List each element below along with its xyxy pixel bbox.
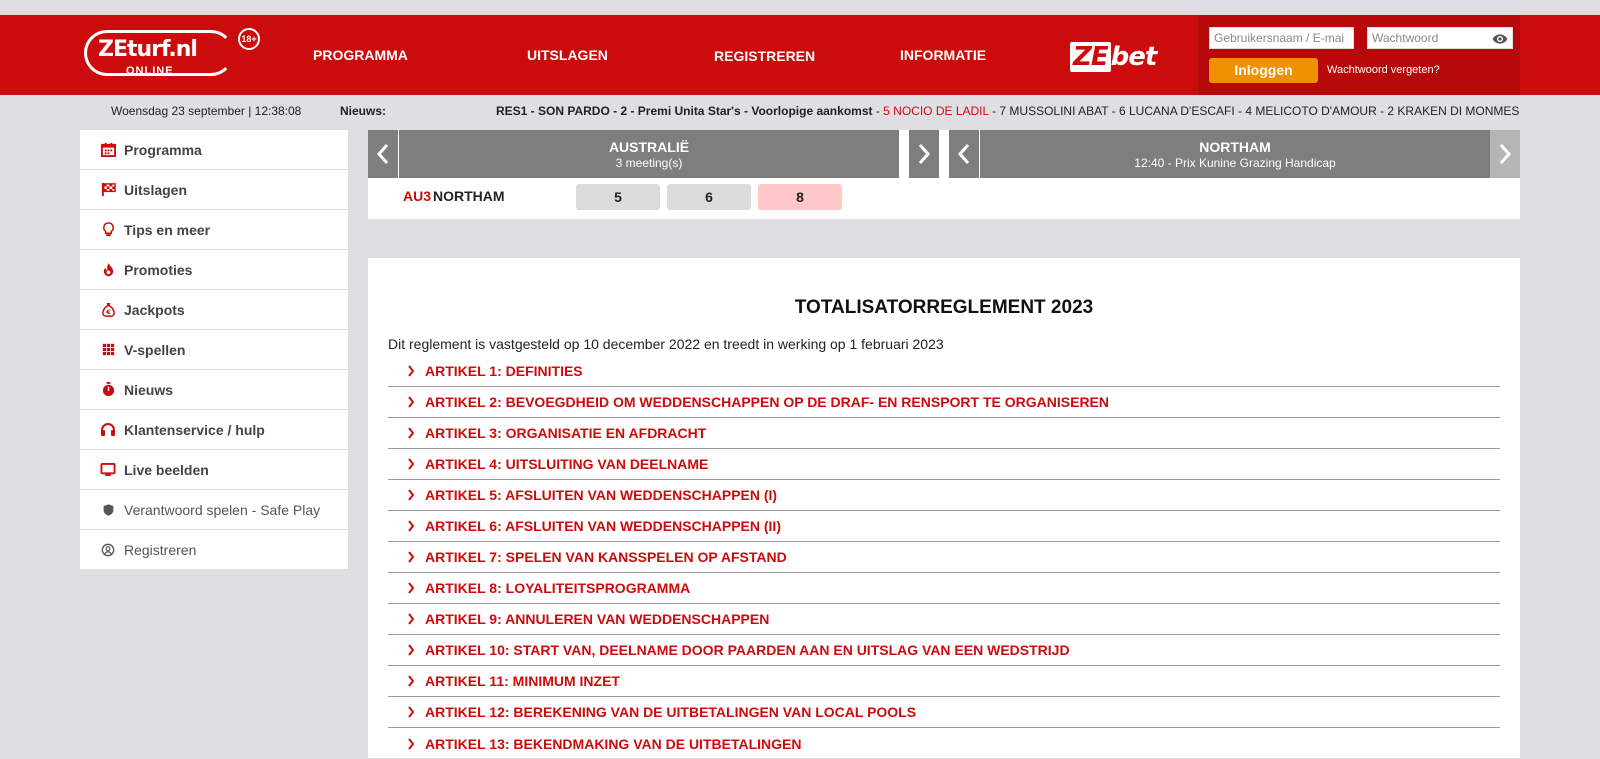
race-number-button-active[interactable]: 8 (758, 184, 842, 210)
article-title: ARTIKEL 9: ANNULEREN VAN WEDDENSCHAPPEN (425, 611, 770, 627)
current-datetime: Woensdag 23 september | 12:38:08 (111, 104, 302, 118)
chevron-right-icon (407, 396, 415, 408)
article-item[interactable] (388, 728, 1500, 759)
sidebar-item-nieuws[interactable] (80, 370, 348, 410)
article-title: ARTIKEL 10: START VAN, DEELNAME DOOR PAARDEN AAN EN UITSLAG VAN EEN WEDSTRIJD (425, 642, 1070, 658)
article-item[interactable] (388, 604, 1500, 635)
intro-text: Dit reglement is vastgesteld op 10 december 2022 en treedt in werking op 1 februari 2023 (388, 336, 944, 352)
article-title: ARTIKEL 5: AFSLUITEN VAN WEDDENSCHAPPEN (I) (425, 487, 778, 503)
chevron-right-icon (407, 365, 415, 377)
sidebar (80, 130, 348, 570)
race-info: 12:40 - Prix Kunine Grazing Handicap (1134, 156, 1336, 170)
chevron-right-icon (407, 458, 415, 470)
article-item[interactable] (388, 542, 1500, 573)
chevron-right-icon (407, 520, 415, 532)
zebet-logo[interactable] (1070, 42, 1156, 72)
chevron-right-icon (407, 706, 415, 718)
nav-informatie[interactable]: INFORMATIE (900, 47, 987, 63)
chevron-right-icon (407, 644, 415, 656)
chevron-right-icon (1498, 143, 1512, 165)
article-title: ARTIKEL 8: LOYALITEITSPROGRAMMA (425, 580, 691, 596)
top-strip (0, 0, 1600, 15)
user-circle-icon (100, 542, 116, 558)
chevron-left-icon (376, 143, 390, 165)
sidebar-item-label: Uitslagen (124, 181, 188, 198)
prev-country-button[interactable] (368, 130, 398, 178)
chevron-right-icon (917, 143, 931, 165)
sidebar-item-programma[interactable] (80, 130, 348, 170)
chevron-right-icon (407, 675, 415, 687)
article-title: ARTIKEL 1: DEFINITIES (425, 363, 583, 379)
article-item[interactable] (388, 635, 1500, 666)
checkered-flag-icon (100, 182, 116, 198)
monitor-icon (100, 462, 116, 478)
sidebar-item-label: Live beelden (124, 461, 209, 478)
next-country-button[interactable] (909, 130, 939, 178)
chevron-right-icon (407, 738, 415, 750)
password-input[interactable]: Wachtwoord (1367, 27, 1513, 49)
zeturf-logo[interactable] (84, 28, 257, 86)
money-bag-icon (100, 302, 116, 318)
sidebar-item-label: Verantwoord spelen - Safe Play (124, 501, 321, 518)
meeting-name: NORTHAM (433, 188, 505, 204)
article-item[interactable] (388, 356, 1500, 387)
login-button[interactable]: Inloggen (1209, 58, 1318, 83)
main-content (368, 258, 1520, 758)
race-number-button[interactable]: 5 (576, 184, 660, 210)
article-list (388, 356, 1500, 759)
ticker-rest: - 7 MUSSOLINI ABAT - 6 LUCANA D'ESCAFI - 4 MELICOTO D'AMOUR - 2 KRAKEN DI MONMES (988, 104, 1520, 118)
article-title: ARTIKEL 11: MINIMUM INZET (425, 673, 620, 689)
page-title: TOTALISATORREGLEMENT 2023 (794, 297, 1094, 318)
race-selector (368, 130, 1520, 219)
sidebar-item-tips[interactable] (80, 210, 348, 250)
news-label: Nieuws: (340, 104, 387, 118)
nav-registreren[interactable]: REGISTREREN (714, 48, 816, 64)
chevron-right-icon (407, 489, 415, 501)
nav-uitslagen[interactable]: UITSLAGEN (527, 47, 608, 63)
chevron-right-icon (407, 551, 415, 563)
sidebar-item-label: Programma (124, 141, 202, 158)
article-item[interactable] (388, 418, 1500, 449)
sidebar-item-promoties[interactable] (80, 250, 348, 290)
next-race-button[interactable] (1490, 130, 1520, 178)
sidebar-item-label: V-spellen (124, 341, 186, 358)
svg-text:€: € (105, 308, 111, 317)
article-item[interactable] (388, 697, 1500, 728)
article-title: ARTIKEL 2: BEVOEGDHEID OM WEDDENSCHAPPEN OP DE DRAF- EN RENSPORT TE ORGANISEREN (425, 394, 1109, 410)
article-title: ARTIKEL 7: SPELEN VAN KANSSPELEN OP AFSTAND (425, 549, 787, 565)
track-name: NORTHAM (1199, 139, 1271, 155)
country-header[interactable] (399, 130, 899, 178)
sidebar-item-jackpots[interactable] (80, 290, 348, 330)
sidebar-item-uitslagen[interactable] (80, 170, 348, 210)
lightbulb-icon (100, 222, 116, 238)
ticker-bold: RES1 - SON PARDO - 2 - Premi Unita Star's - Voorlopige aankomst (496, 104, 873, 118)
sidebar-item-label: Klantenservice / hulp (124, 421, 265, 438)
article-item[interactable] (388, 449, 1500, 480)
article-title: ARTIKEL 13: BEKENDMAKING VAN DE UITBETALINGEN (425, 735, 802, 752)
shield-icon (100, 502, 116, 518)
nav-programma[interactable]: PROGRAMMA (313, 47, 408, 63)
sidebar-item-label: Promoties (124, 261, 193, 278)
article-title: ARTIKEL 3: ORGANISATIE EN AFDRACHT (425, 425, 707, 441)
article-item[interactable] (388, 666, 1500, 697)
zebet-logo-ze: ZE (1070, 42, 1111, 72)
chevron-right-icon (407, 427, 415, 439)
sidebar-item-klantenservice[interactable] (80, 410, 348, 450)
ticker-separator: - (872, 104, 884, 118)
sidebar-item-registreren[interactable] (80, 530, 348, 570)
sidebar-item-live-beelden[interactable] (80, 450, 348, 490)
grid-icon (100, 342, 116, 358)
article-title: ARTIKEL 12: BEREKENING VAN DE UITBETALINGEN VAN LOCAL POOLS (425, 704, 917, 720)
sidebar-item-label: Jackpots (124, 301, 185, 318)
sidebar-item-safe-play[interactable] (80, 490, 348, 530)
sidebar-item-label: Tips en meer (124, 221, 211, 238)
sidebar-item-label: Nieuws (124, 381, 174, 398)
article-item[interactable] (388, 480, 1500, 511)
ticker-highlight: 5 NOCIO DE LADIL (883, 104, 989, 118)
headset-icon (100, 422, 116, 438)
article-item[interactable] (388, 511, 1500, 542)
race-number-button[interactable]: 6 (667, 184, 751, 210)
username-input[interactable]: Gebruikersnaam / E-mai (1209, 27, 1354, 49)
meeting-code: AU3 (403, 188, 432, 204)
news-ticker[interactable] (496, 104, 1519, 118)
chevron-left-icon (957, 143, 971, 165)
prev-race-button[interactable] (949, 130, 979, 178)
chevron-right-icon (407, 613, 415, 625)
race-header[interactable] (980, 130, 1490, 178)
logo-text: ZEturf.nl (98, 37, 197, 62)
age-badge: 18+ (238, 28, 260, 50)
article-title: ARTIKEL 6: AFSLUITEN VAN WEDDENSCHAPPEN (II) (425, 518, 781, 534)
article-item[interactable] (388, 387, 1500, 418)
meeting-count: 3 meeting(s) (615, 156, 683, 170)
sidebar-item-label: Registreren (124, 541, 197, 558)
sidebar-item-v-spellen[interactable] (80, 330, 348, 370)
country-name: AUSTRALIË (608, 139, 690, 155)
article-item[interactable] (388, 573, 1500, 604)
zebet-logo-bet: bet (1110, 42, 1157, 72)
flame-icon (100, 262, 116, 278)
article-title: ARTIKEL 4: UITSLUITING VAN DEELNAME (425, 456, 709, 472)
chevron-right-icon (407, 582, 415, 594)
logo-subtitle: ONLINE (126, 65, 174, 77)
forgot-password-link[interactable]: Wachtwoord vergeten? (1327, 64, 1440, 76)
eye-icon[interactable] (1492, 31, 1508, 47)
stopwatch-icon (100, 382, 116, 398)
calendar-icon (100, 142, 116, 158)
